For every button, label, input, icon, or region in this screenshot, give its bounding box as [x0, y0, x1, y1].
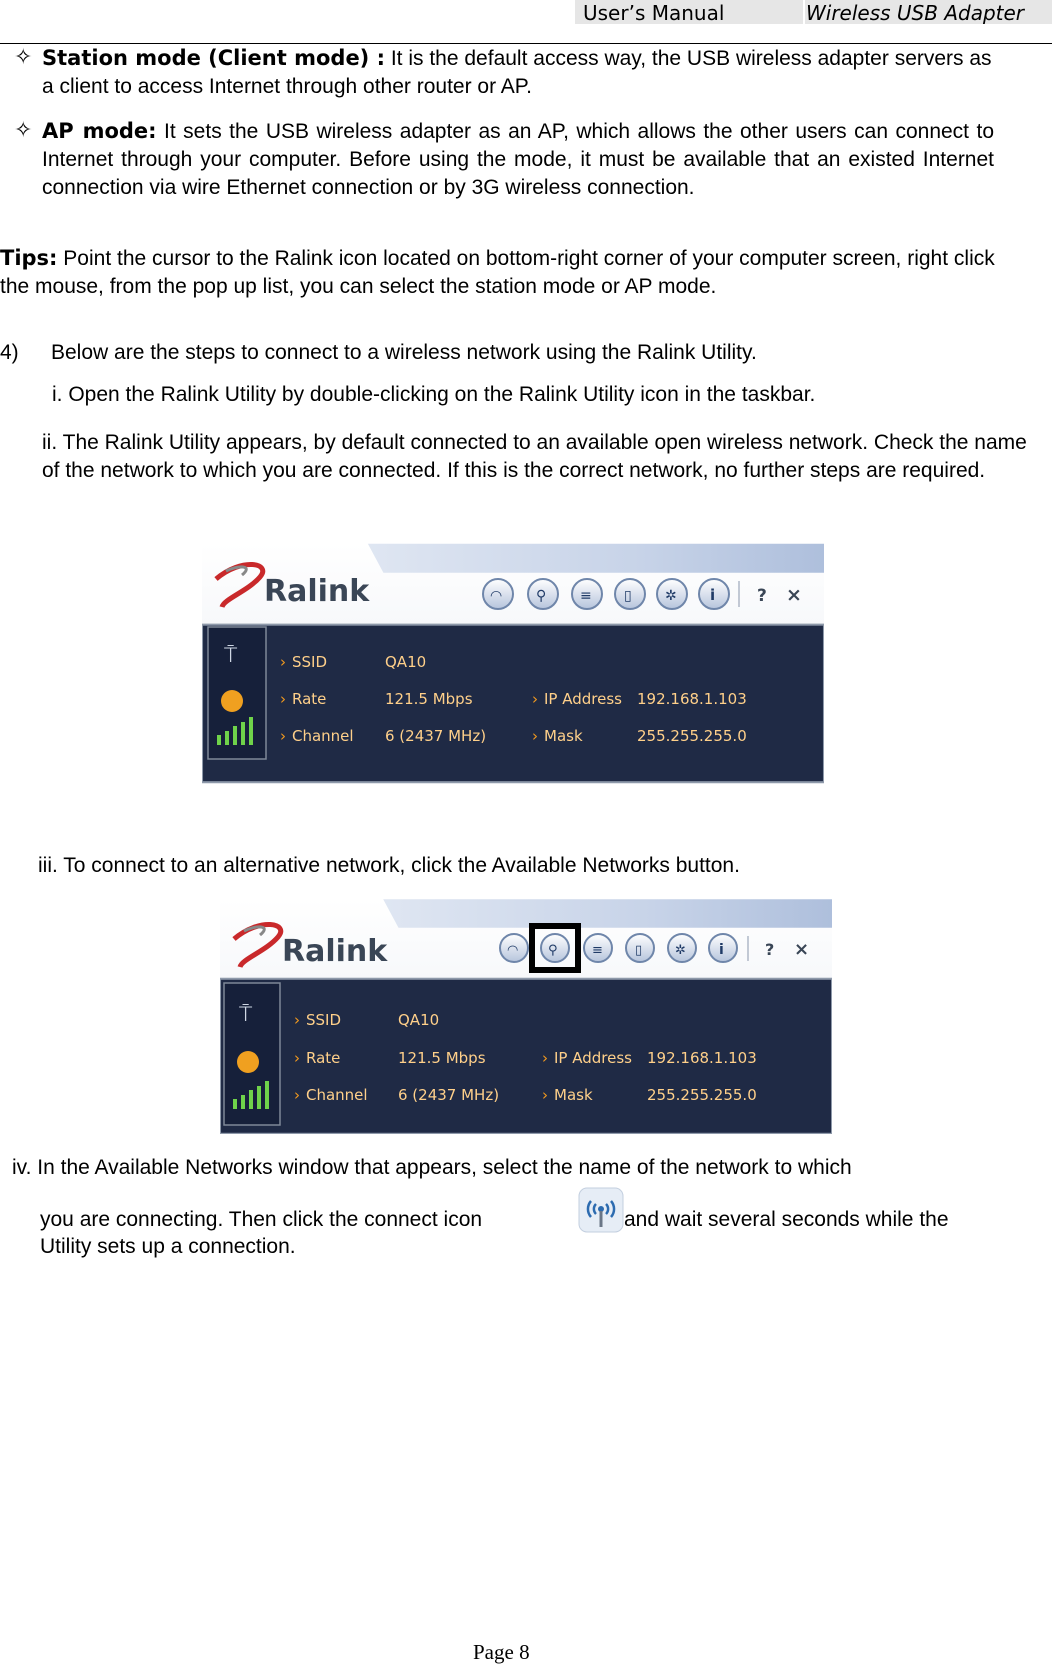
ssid-value: QA10	[398, 1011, 440, 1029]
ralink-brand-text: Ralink	[264, 574, 370, 609]
ralink-brand-text: Ralink	[282, 934, 388, 969]
svg-text:✲: ✲	[675, 943, 686, 958]
step4-iv-line1: iv. In the Available Networks window that appears, select the name of the network to which	[12, 1156, 852, 1179]
channel-label: Channel	[292, 727, 354, 745]
svg-text:›: ›	[542, 1086, 548, 1104]
ssid-value: QA10	[385, 653, 427, 671]
step4-iv-line2: you are connecting. Then click the connect icon	[40, 1208, 483, 1231]
step4-iv-line3: and wait several seconds while the	[624, 1208, 949, 1231]
bullet-ap-label: AP mode:	[42, 119, 157, 143]
channel-value: 6 (2437 MHz)	[398, 1086, 500, 1104]
channel-value: 6 (2437 MHz)	[385, 727, 487, 745]
step4-i: i. Open the Ralink Utility by double-clicking on the Ralink Utility icon in the taskbar.	[52, 383, 816, 406]
ip-value: 192.168.1.103	[637, 690, 747, 708]
step4-iii: iii. To connect to an alternative network, click the Available Networks button.	[38, 854, 740, 877]
bullet-station-mode	[42, 44, 994, 101]
svg-text:≡: ≡	[592, 943, 603, 958]
close-button[interactable]: ×	[794, 939, 810, 960]
svg-text:⚲: ⚲	[548, 943, 558, 958]
status-side-panel	[208, 627, 266, 759]
ralink-utility-screenshot-2	[220, 899, 832, 1134]
ip-label: IP Address	[554, 1049, 632, 1067]
antenna-icon: ⍑	[224, 643, 238, 668]
bullet-station-text: It is the default access way, the USB wireless adapter servers as a client to access Internet through other router or AP.	[42, 47, 992, 98]
signal-strength-icon	[265, 1081, 269, 1109]
svg-text:i: i	[710, 586, 716, 604]
unlock-icon	[237, 1051, 259, 1073]
page-number: Page 8	[473, 1640, 530, 1664]
rate-value: 121.5 Mbps	[385, 690, 473, 708]
svg-text:✲: ✲	[665, 588, 677, 604]
mask-label: Mask	[554, 1086, 593, 1104]
svg-text:›: ›	[532, 690, 538, 708]
step4-iv-line4: Utility sets up a connection.	[40, 1235, 296, 1258]
mask-value: 255.255.255.0	[647, 1086, 757, 1104]
rate-label: Rate	[306, 1049, 341, 1067]
svg-text:›: ›	[280, 727, 286, 745]
help-button[interactable]: ?	[757, 586, 767, 606]
status-side-panel	[224, 983, 280, 1125]
bullet-ap-text: It sets the USB wireless adapter as an AP, which allows the other users can connect to Internet through your computer. Before using the mode, it must be available that an existed Internet connection via wire Ethernet connection or by 3G wireless connection.	[42, 120, 994, 199]
bullet-station-label: Station mode (Client mode) :	[42, 46, 385, 70]
svg-text:≡: ≡	[580, 588, 592, 604]
step4-text: Below are the steps to connect to a wireless network using the Ralink Utility.	[51, 341, 757, 364]
svg-text:›: ›	[542, 1049, 548, 1067]
help-button[interactable]: ?	[765, 940, 775, 959]
tips-text: Point the cursor to the Ralink icon located on bottom-right corner of your computer screen, right click the mouse, from the pop up list, you can select the station mode or AP mode.	[0, 247, 995, 298]
rate-value: 121.5 Mbps	[398, 1049, 486, 1067]
ralink-utility-screenshot-1	[202, 539, 838, 791]
mask-value: 255.255.255.0	[637, 727, 747, 745]
header-manual-title: User’s Manual	[583, 1, 725, 25]
svg-text:⚲: ⚲	[536, 588, 547, 604]
rate-label: Rate	[292, 690, 327, 708]
step4-number: 4)	[0, 341, 19, 364]
diamond-bullet-icon: ✧	[14, 118, 33, 143]
svg-text:◠: ◠	[507, 943, 519, 958]
tips-label: Tips:	[0, 246, 58, 270]
mask-label: Mask	[544, 727, 583, 745]
svg-text:◠: ◠	[490, 588, 503, 604]
bullet-ap-mode	[42, 117, 994, 202]
ssid-label: SSID	[306, 1011, 342, 1029]
svg-text:›: ›	[280, 690, 286, 708]
svg-text:i: i	[719, 942, 724, 958]
signal-strength-icon	[249, 717, 253, 745]
svg-text:›: ›	[294, 1086, 300, 1104]
svg-text:▯: ▯	[635, 943, 643, 958]
svg-text:›: ›	[280, 653, 286, 671]
svg-text:▯: ▯	[624, 588, 632, 604]
svg-text:›: ›	[532, 727, 538, 745]
ip-label: IP Address	[544, 690, 622, 708]
svg-text:›: ›	[294, 1011, 300, 1029]
connect-icon	[578, 1187, 624, 1233]
svg-text:›: ›	[294, 1049, 300, 1067]
page-header	[0, 0, 1052, 44]
close-button[interactable]: ×	[786, 584, 802, 606]
tips-paragraph	[0, 244, 1000, 301]
channel-label: Channel	[306, 1086, 368, 1104]
diamond-bullet-icon: ✧	[14, 45, 33, 70]
step4-ii: ii. The Ralink Utility appears, by default connected to an available open wireless network. Check the name of the network to which you are connected. If this is the correct network, no further steps are required.	[42, 431, 1027, 482]
unlock-icon	[221, 690, 243, 712]
antenna-icon: ⍑	[239, 1002, 253, 1027]
ip-value: 192.168.1.103	[647, 1049, 757, 1067]
header-product-title: Wireless USB Adapter	[806, 1, 1025, 25]
ssid-label: SSID	[292, 653, 328, 671]
